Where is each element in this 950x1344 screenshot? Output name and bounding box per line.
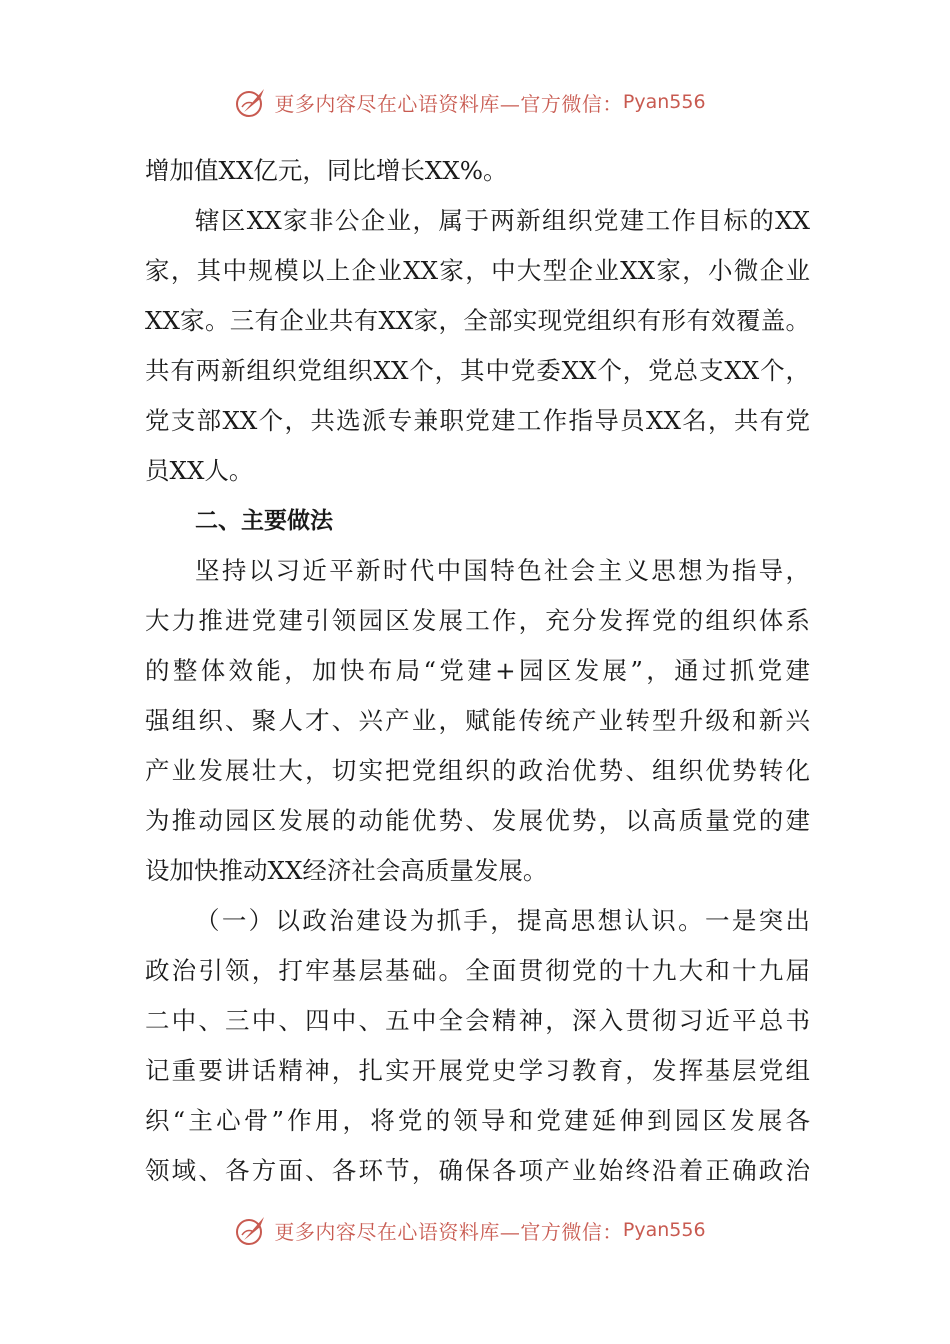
paragraph-3 [145, 896, 810, 1196]
quill-logo-icon [234, 1213, 268, 1247]
text-line: 强组织、聚人才、兴产业，赋能传统产业转型升级和新兴 [145, 706, 810, 735]
text-line: 家，其中规模以上企业XX家，中大型企业XX家，小微企业 [145, 256, 810, 285]
text-line: 二中、三中、四中、五中全会精神，深入贯彻习近平总书 [145, 1006, 810, 1035]
text-line: 共有两新组织党组织XX个，其中党委XX个，党总支XX个， [145, 356, 810, 385]
text-line: 辖区XX家非公企业，属于两新组织党建工作目标的XX [195, 206, 810, 235]
watermark-banner-bottom [0, 1208, 950, 1252]
paragraph-1 [145, 196, 810, 496]
text-line: 领域、各方面、各环节，确保各项产业始终沿着正确政治 [145, 1156, 810, 1185]
text-line: 织“主心骨”作用，将党的领导和党建延伸到园区发展各 [145, 1106, 810, 1135]
watermark-text: 更多内容尽在心语资料库—官方微信： [274, 1219, 623, 1244]
watermark-banner-top [0, 80, 950, 124]
paragraph-2 [145, 546, 810, 896]
text-line: 政治引领，打牢基层基础。全面贯彻党的十九大和十九届 [145, 956, 810, 985]
paragraph-0 [145, 146, 810, 196]
text-line: 的整体效能，加快布局“党建+园区发展”，通过抓党建 [145, 656, 810, 685]
text-line: 设加快推动XX经济社会高质量发展。 [145, 856, 548, 885]
watermark-id: Pyan556 [622, 1219, 706, 1241]
text-line: XX家。三有企业共有XX家，全部实现党组织有形有效覆盖。 [145, 306, 810, 335]
watermark-text: 更多内容尽在心语资料库—官方微信： [274, 91, 623, 116]
heading-main-practices: 二、主要做法 [195, 508, 333, 534]
document-body [145, 146, 810, 1196]
text-line: 员XX人。 [145, 456, 254, 485]
text-line: 党支部XX个，共选派专兼职党建工作指导员XX名，共有党 [145, 406, 810, 435]
section-heading [145, 496, 810, 546]
text-line: 产业发展壮大，切实把党组织的政治优势、组织优势转化 [145, 756, 810, 785]
text-line: 记重要讲话精神，扎实开展党史学习教育，发挥基层党组 [145, 1056, 810, 1085]
watermark-id: Pyan556 [622, 91, 706, 113]
text-line: 为推动园区发展的动能优势、发展优势，以高质量党的建 [145, 806, 810, 835]
text-line: 坚持以习近平新时代中国特色社会主义思想为指导， [195, 556, 810, 585]
text-line: 增加值XX亿元，同比增长XX%。 [145, 156, 508, 185]
text-line: 大力推进党建引领园区发展工作，充分发挥党的组织体系 [145, 606, 810, 635]
text-line: （一）以政治建设为抓手，提高思想认识。一是突出 [195, 906, 810, 935]
quill-logo-icon [234, 85, 268, 119]
